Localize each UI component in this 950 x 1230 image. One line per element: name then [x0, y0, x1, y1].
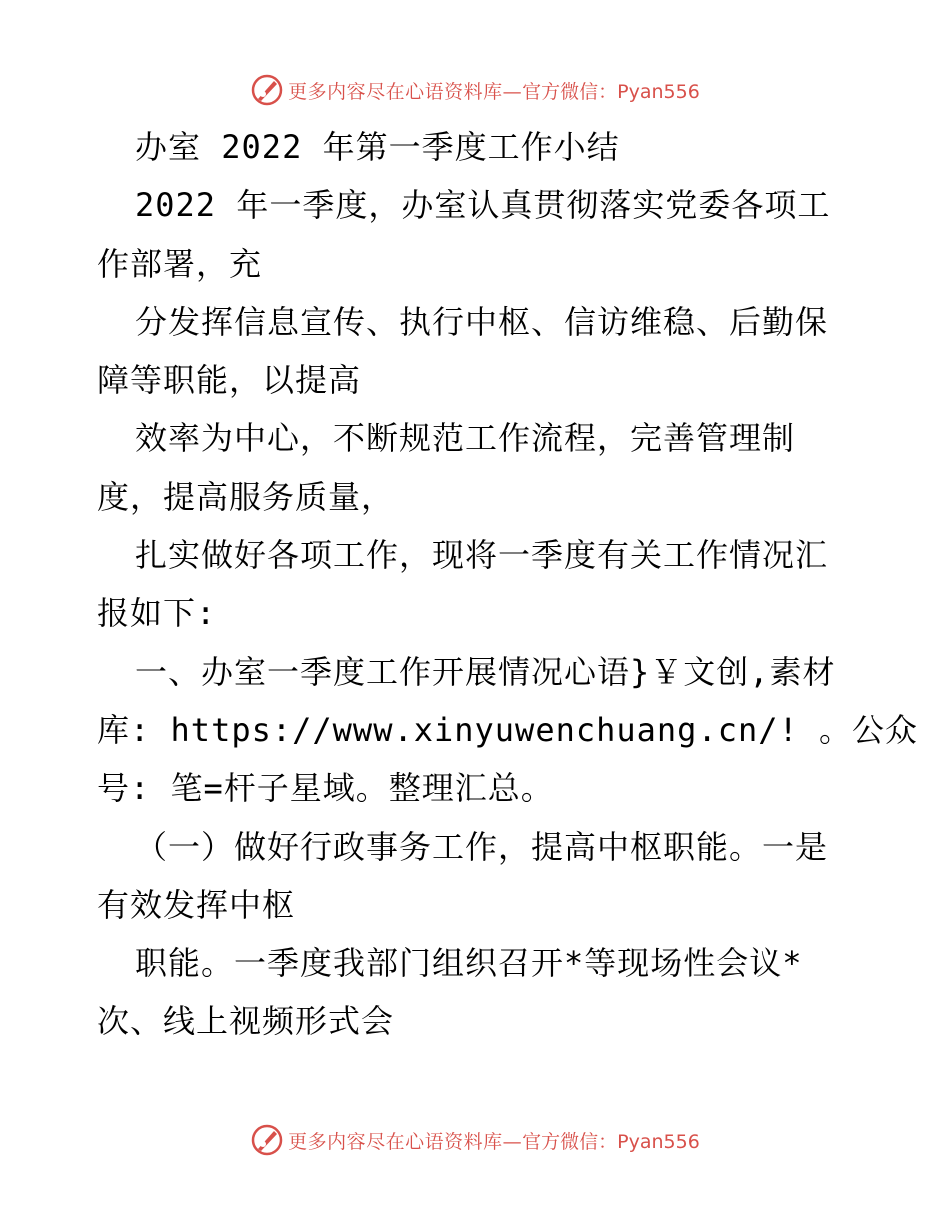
paragraph-line: 库: https://www.xinyuwenchuang.cn/! 。公众: [97, 710, 919, 749]
header-banner-contact: 官方微信：Pyan556: [522, 80, 700, 103]
paragraph-line: 2022 年一季度，办室认真贯彻落实党委各项工: [135, 186, 831, 225]
footer-banner: [0, 1120, 950, 1160]
quill-logo-icon: [250, 1123, 284, 1157]
paragraph-line: 扎实做好各项工作，现将一季度有关工作情况汇: [135, 536, 829, 575]
footer-banner-text: 更多内容尽在心语资料库—: [288, 1130, 523, 1153]
header-banner-text: 更多内容尽在心语资料库—: [288, 80, 523, 103]
subsection-heading-line: （一）做好行政事务工作，提高中枢职能。一是: [135, 827, 829, 866]
document-body: [97, 118, 919, 1051]
paragraph-line: 障等职能，以提高: [97, 361, 362, 400]
header-banner: [0, 70, 950, 110]
paragraph-line: 作部署，充: [97, 244, 263, 283]
document-title: 办室 2022 年第一季度工作小结: [135, 128, 620, 166]
paragraph-line: 号: 笔=杆子星域。整理汇总。: [97, 769, 554, 808]
paragraph-line: 效率为中心，不断规范工作流程，完善管理制: [135, 419, 796, 458]
paragraph-line: 报如下:: [97, 594, 217, 633]
paragraph-line: 分发挥信息宣传、执行中枢、信访维稳、后勤保: [135, 302, 829, 341]
quill-logo-icon: [250, 73, 284, 107]
section-heading-line: 一、办室一季度工作开展情况心语}￥文创,素材: [135, 652, 836, 691]
footer-banner-contact: 官方微信：Pyan556: [522, 1130, 700, 1153]
paragraph-line: 度，提高服务质量，: [97, 477, 395, 516]
paragraph-line: 职能。一季度我部门组织召开*等现场性会议*: [135, 944, 803, 983]
paragraph-line: 有效发挥中枢: [97, 885, 296, 924]
paragraph-line: 次、线上视频形式会: [97, 1002, 395, 1041]
